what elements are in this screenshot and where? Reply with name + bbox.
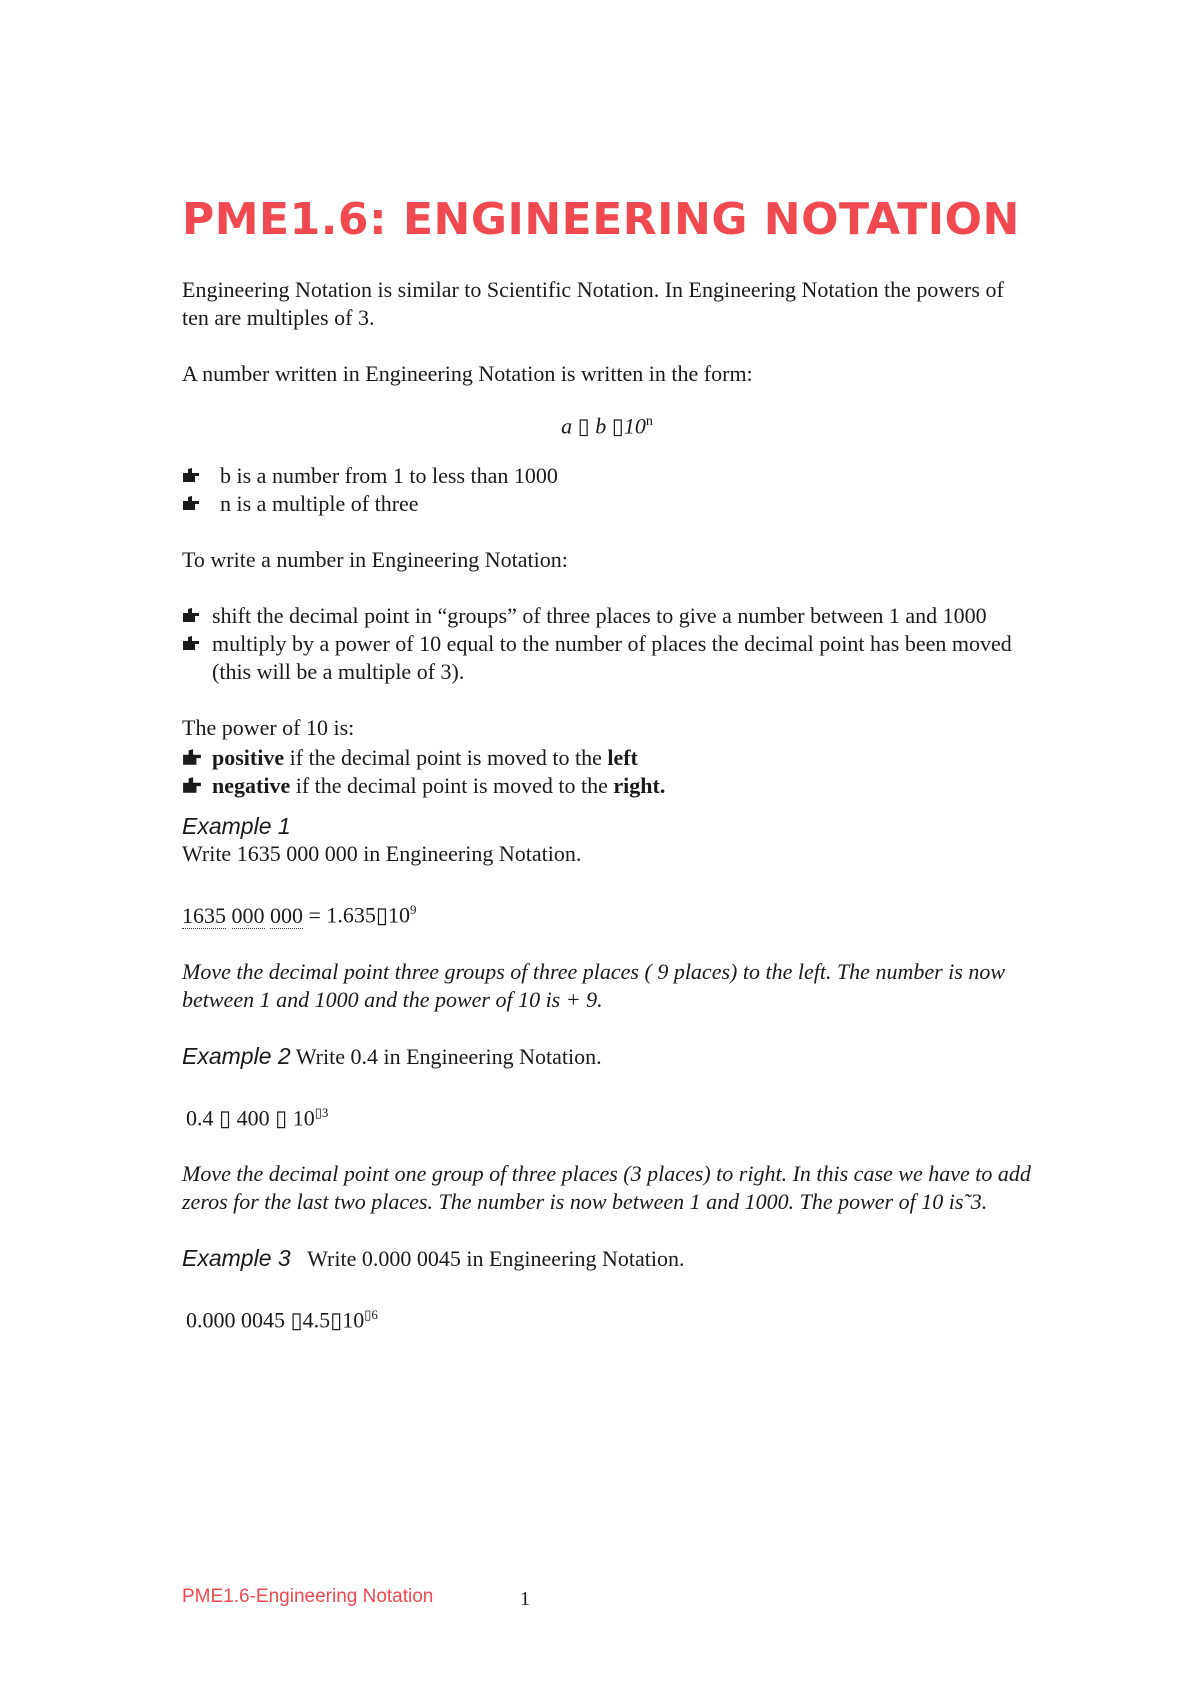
form-intro: A number written in Engineering Notation is written in the form: [182, 361, 753, 386]
steps-intro: To write a number in Engineering Notation: [182, 547, 568, 573]
example-3 [182, 1244, 1032, 1334]
list-item: multiply by a power of 10 equal to the number of places the decimal point has been moved (this will be a multiple of 3). [182, 630, 1032, 686]
page-number: 1 [520, 1588, 530, 1610]
document-page [182, 190, 1032, 1334]
pointing-hand-icon [182, 635, 200, 651]
example-prompt: Write 0.000 0045 in Engineering Notation. [307, 1245, 685, 1271]
example-prompt: Write 0.4 in Engineering Notation. [290, 1043, 602, 1069]
power-intro: The power of 10 is: [182, 715, 355, 741]
example-prompt: Write 1635 000 000 in Engineering Notation. [182, 841, 582, 867]
list-item: positive if the decimal point is moved to the left [182, 744, 1032, 772]
page-title: PME1.6: ENGINEERING NOTATION [182, 194, 1020, 245]
example-working: 0.000 0045 $▯4.5▯10^{▯6}$ [186, 1306, 378, 1333]
intro-paragraph: Engineering Notation is similar to Scientific Notation. In Engineering Notation the powers of ten are multiples of 3. [182, 277, 1004, 330]
list-item: negative if the decimal point is moved to the right. [182, 772, 1032, 800]
example-explanation: Move the decimal point three groups of three places ( 9 places) to the left. The number is now between 1 and 1000 and the power of 10 is + 9. [182, 958, 1006, 1012]
example-heading: Example 1 [182, 813, 291, 840]
formula-exponent: n [645, 414, 653, 429]
pointing-hand-icon [182, 495, 200, 511]
example-explanation: Move the decimal point one group of three places (3 places) to right. In this case we have to add zeros for the last two places. The number is now between 1 and 1000. The power of 10 is˜3. [182, 1160, 1031, 1214]
pointing-hand-icon [182, 748, 202, 766]
conditions-list [182, 462, 1032, 518]
example-heading: Example 2 [182, 1042, 291, 1069]
example-heading: Example 3 [182, 1244, 291, 1271]
pointing-hand-icon [182, 467, 200, 483]
pointing-hand-icon [182, 776, 202, 794]
example-working: 1635 000 $000 = 1.635▯10^9$ [182, 902, 417, 928]
power-rules-list [182, 744, 1032, 800]
example-working: 0.4 ▯ 400 ▯ $10^{▯3}$ [186, 1104, 329, 1130]
example-1 [182, 812, 1032, 1013]
list-item: b is a number from 1 to less than 1000 [182, 462, 1032, 490]
steps-list [182, 602, 1032, 686]
list-item: shift the decimal point in “groups” of three places to give a number between 1 and 1000 [182, 602, 1032, 630]
example-2 [182, 1042, 1032, 1216]
notation-formula [182, 408, 1032, 440]
formula-base: a ▯ b ▯10 [561, 413, 646, 439]
footer-text: PME1.6-Engineering Notation [182, 1586, 434, 1607]
pointing-hand-icon [182, 607, 200, 623]
list-item: n is a multiple of three [182, 490, 1032, 518]
